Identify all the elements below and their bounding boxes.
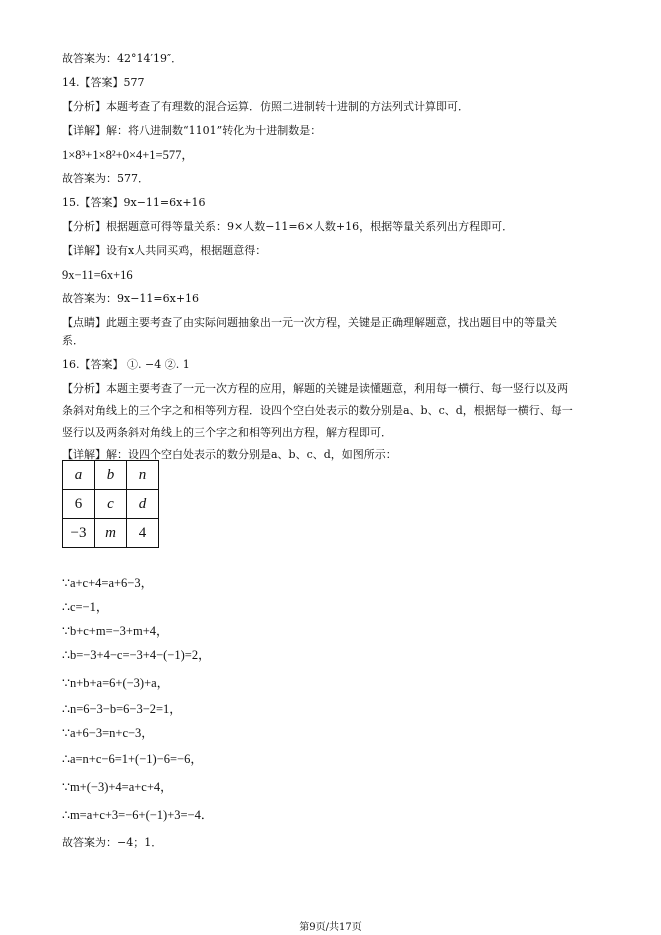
text-line: 【详解】解：将八进制数“1101”转化为十进制数是： (62, 124, 322, 137)
text-line: ∵a+c+4=a+6−3， (62, 576, 154, 590)
table-cell: 6 (63, 490, 95, 519)
text-line: 故答案为：−4；1． (62, 836, 163, 849)
table-cell: n (127, 461, 159, 490)
text-line: 系． (62, 334, 84, 347)
text-line: ∴c=−1， (62, 600, 109, 614)
text-line: 16.【答案】 ①. −4 ②. 1 (62, 358, 190, 371)
text-line: ∴m=a+c+3=−6+(−1)+3=−4． (62, 808, 214, 822)
text-line: 条斜对角线上的三个字之和相等列方程．设四个空白处表示的数分别是a、b、c、d，根据每一横行、每一 (62, 404, 573, 417)
text-line: 竖行以及两条斜对角线上的三个字之和相等列出方程，解方程即可． (62, 426, 392, 439)
magic-square-table (62, 460, 159, 548)
text-line: 9x−11=6x+16 (62, 268, 133, 282)
text-line: 【点睛】此题主要考查了由实际问题抽象出一元一次方程，关键是正确理解题意，找出题目中的等量关 (62, 316, 557, 329)
text-line: ∴n=6−3−b=6−3−2=1， (62, 702, 182, 716)
text-line: 【详解】设有x人共同买鸡，根据题意得： (62, 244, 267, 257)
text-line: 【详解】解：设四个空白处表示的数分别是a、b、c、d，如图所示： (62, 448, 397, 461)
table-row (63, 519, 159, 548)
text-line: 故答案为：42°14′19″． (62, 52, 183, 65)
table-cell: a (63, 461, 95, 490)
text-line: ∵a+6−3=n+c−3， (62, 726, 154, 740)
text-line: 【分析】本题考查了有理数的混合运算．仿照二进制转十进制的方法列式计算即可． (62, 100, 469, 113)
table-cell: b (95, 461, 127, 490)
table-row (63, 461, 159, 490)
text-line: 14.【答案】577 (62, 76, 145, 89)
text-line: 故答案为：577． (62, 172, 149, 185)
text-line: 1×8³+1×8²+0×4+1=577， (62, 148, 194, 162)
table-cell: d (127, 490, 159, 519)
text-line: 【分析】根据题意可得等量关系：9×人数−11=6×人数+16，根据等量关系列出方程即可． (62, 220, 514, 233)
table-cell: 4 (127, 519, 159, 548)
text-line: ∵b+c+m=−3+m+4， (62, 624, 169, 638)
text-line: 【分析】本题主要考查了一元一次方程的应用，解题的关键是读懂题意，利用每一横行、每一竖行以及两 (62, 382, 568, 395)
table-cell: m (95, 519, 127, 548)
text-line: 15.【答案】9x−11=6x+16 (62, 196, 206, 209)
text-line: ∴a=n+c−6=1+(−1)−6=−6， (62, 752, 203, 766)
text-line: 故答案为：9x−11=6x+16 (62, 292, 200, 305)
text-line: ∵m+(−3)+4=a+c+4， (62, 780, 173, 794)
text-line: ∴b=−3+4−c=−3+4−(−1)=2， (62, 648, 211, 662)
table-cell: −3 (63, 519, 95, 548)
text-line: ∵n+b+a=6+(−3)+a， (62, 676, 170, 690)
table-row (63, 490, 159, 519)
page-footer: 第9页/共17页 (299, 922, 362, 933)
table-cell: c (95, 490, 127, 519)
